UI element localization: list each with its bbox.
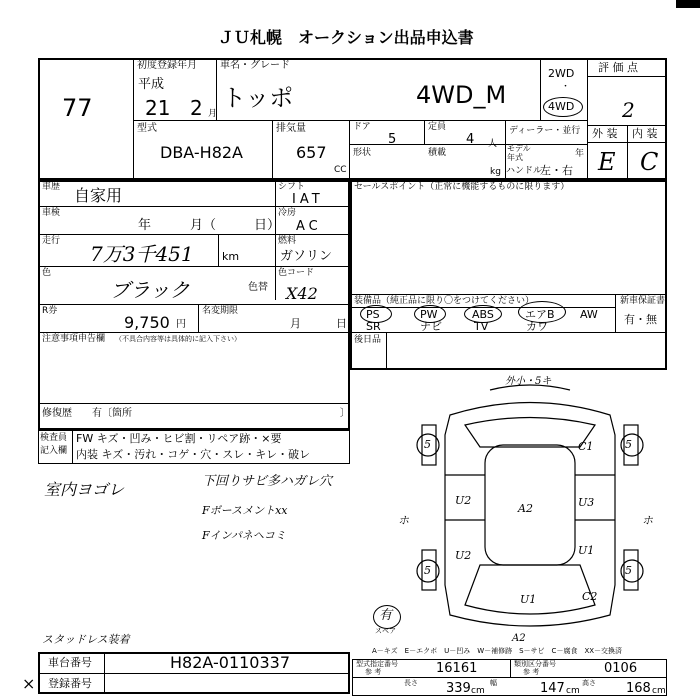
fuel-value: ガソリン [280, 249, 333, 264]
capacity-label: 定員 [428, 122, 447, 132]
handle-value: 左・右 [540, 164, 573, 177]
recycle-value: 9,750 [124, 313, 170, 332]
color-label: 色 [42, 268, 52, 278]
model-year-label: モデル年式 [507, 144, 531, 162]
hand-note2: Fボースメントxx [202, 504, 288, 517]
mark-left-side: ホ [398, 514, 409, 527]
shape-label: 形状 [353, 148, 372, 158]
class-no-label: 類別区分番号 [514, 660, 556, 668]
load-unit: kg [490, 167, 501, 177]
mark-roof: A2 [518, 502, 533, 515]
equip-leather: カワ [526, 320, 548, 333]
hand-interior-dirt: 室内ヨゴレ [44, 480, 125, 499]
length-value: 339 [446, 681, 471, 696]
sales-point-label: セールスポイント（正常に機能するものに限ります） [354, 182, 570, 192]
first-reg-month-unit: 月 [208, 109, 218, 119]
shaken-label: 車検 [42, 208, 61, 218]
guarantee-value: 有・無 [624, 313, 657, 326]
repair-close: 〕 [340, 408, 350, 419]
class-no-value: 0106 [604, 661, 638, 676]
capacity-unit: 人 [488, 139, 498, 149]
interior-label: 内 装 [632, 127, 658, 140]
inspector-label1: 検査員 [40, 433, 68, 443]
circle-abs [464, 305, 502, 323]
car-name-label: 車名・グレード [220, 60, 290, 71]
notes-label: 注意事項申告欄 [42, 334, 106, 344]
spare-label: スペア [375, 627, 396, 635]
car-grade: 4WD_M [416, 81, 507, 109]
drive-4wd: 4WD [548, 100, 575, 113]
rating-value: 2 [622, 98, 635, 122]
mark-right-door: U3 [578, 496, 595, 509]
shaken-year-unit: 年 [138, 218, 152, 233]
height-unit: cm [652, 686, 666, 696]
right-info-block [350, 180, 667, 370]
color-change-label: 色替 [248, 282, 268, 293]
diagram-top-note: 外小・5キ [505, 376, 552, 387]
first-reg-label: 初度登録年月 [137, 60, 197, 71]
mark-front-left-tire: 5 [424, 438, 431, 451]
class-no-sub: 参 考 [523, 668, 540, 676]
width-value: 147 [540, 681, 565, 696]
circle-ps [360, 305, 392, 323]
color-value: ブラック [110, 278, 190, 302]
displacement-value: 657 [296, 143, 327, 162]
inspector-row1: FW キズ・凹み・ヒビ割・リペア跡・×要 [76, 432, 282, 445]
first-reg-year: 21 [145, 96, 171, 120]
model-label: 型式 [137, 123, 157, 134]
height-label: 高さ [582, 679, 596, 687]
shift-label: シフト [278, 182, 306, 192]
displacement-label: 排気量 [276, 123, 306, 134]
lot-number: 77 [62, 94, 93, 122]
equip-ps: PS [366, 308, 380, 321]
history-value: 自家用 [74, 186, 123, 205]
type-no-value: 16161 [436, 661, 478, 676]
guarantee-label: 新車保証書 [620, 296, 666, 306]
equip-abs: ABS [472, 308, 494, 321]
width-unit: cm [566, 686, 580, 696]
type-no-label: 型式指定番号 [356, 660, 398, 668]
repair-value: 有〔箇所 [92, 408, 132, 419]
mark-right-rear-door: U1 [578, 544, 595, 557]
mark-front-right-fender: C1 [578, 440, 594, 453]
repair-label: 修復歴 [42, 408, 72, 419]
circle-airbag [518, 301, 566, 323]
chassis-label: 車台番号 [48, 656, 92, 669]
equip-aw: AW [580, 308, 598, 321]
mileage-unit: km [222, 250, 240, 263]
color-code-label: 色コード [278, 268, 315, 278]
history-label: 車歴 [42, 182, 61, 192]
mark-rear-right: C2 [582, 590, 598, 603]
recycle-label: R券 [42, 306, 58, 316]
mileage-value: 7万3千451 [90, 242, 194, 266]
mark-rear-left-tire: 5 [424, 564, 431, 577]
equip-airbag: エアB [525, 308, 555, 321]
shift-value: IAT [292, 192, 324, 207]
equip-navi: ナビ [420, 320, 442, 333]
length-label: 長さ [404, 679, 418, 687]
type-no-sub: 参 考 [365, 668, 382, 676]
mileage-label: 走行 [42, 236, 61, 246]
name-change-day: 日 [336, 317, 347, 330]
circle-pw [414, 305, 446, 323]
mark-left-rear-door: U2 [455, 549, 472, 562]
load-label: 積載 [428, 148, 447, 158]
width-label: 幅 [490, 679, 497, 687]
first-reg-era: 平成 [138, 77, 165, 92]
ac-value: AC [296, 219, 322, 234]
ac-label: 冷房 [278, 208, 297, 218]
drive-2wd: 2WD [548, 67, 575, 80]
registration-label: 登録番号 [48, 677, 92, 690]
mark-right-side: ホ [642, 514, 653, 527]
handle-label: ハンドル [506, 166, 543, 176]
chassis-value: H82A-0110337 [170, 653, 291, 672]
name-change-label: 名変期限 [202, 306, 239, 316]
exterior-label: 外 装 [592, 127, 618, 140]
capacity-value: 4 [466, 132, 475, 147]
shaken-day-unit: 日） [254, 218, 281, 233]
equipment-label: 装備品（純正品に限り〇をつけてください） [354, 296, 535, 306]
mark-front-right-tire: 5 [625, 438, 632, 451]
mark-rear-bumper: A2 [512, 633, 526, 644]
equip-pw: PW [420, 308, 438, 321]
damage-legend: A－キズ E－エクボ U－凹み W－補修跡 S－サビ C－腐食 XX－交換済 [372, 647, 623, 655]
doors-label: ドア [353, 122, 371, 132]
name-change-month: 月 [290, 317, 301, 330]
registration-mark: × [22, 674, 36, 693]
height-value: 168 [626, 681, 651, 696]
mark-rear-right-tire: 5 [625, 564, 632, 577]
hand-studless: スタッドレス装着 [42, 633, 130, 646]
inspector-label2: 記入欄 [40, 446, 68, 456]
year-unit: 年 [575, 149, 585, 159]
recycle-unit: 円 [176, 319, 186, 330]
form-title: ＪＵ札幌 オークション出品申込書 [218, 28, 474, 47]
rating-label: 評 価 点 [598, 61, 638, 74]
after-items-label: 後日品 [354, 335, 382, 345]
equip-tv: TV [474, 320, 489, 333]
mark-left-door: U2 [455, 494, 472, 507]
model-value: DBA-H82A [160, 143, 243, 162]
interior-grade: C [640, 148, 659, 176]
shaken-month-unit: 月（ [190, 218, 217, 233]
hand-note1: 下回りサビ多ハガレ穴 [202, 474, 333, 489]
fuel-label: 燃料 [278, 236, 297, 246]
displacement-unit: CC [334, 165, 347, 175]
car-name: トッポ [222, 84, 294, 112]
doors-value: 5 [388, 132, 397, 147]
exterior-grade: E [598, 148, 616, 176]
equip-sr: SR [366, 320, 381, 333]
dealer-label: ディーラー・並行 [509, 126, 581, 136]
corner-mark [676, 0, 700, 8]
spare-value: 有 [379, 608, 393, 623]
inspector-row2: 内装 キズ・汚れ・コゲ・穴・スレ・キレ・破レ [76, 448, 311, 461]
hand-note3: Fインパネヘコミ [202, 529, 286, 542]
mark-rear-hatch: U1 [520, 593, 537, 606]
first-reg-month: 2 [190, 96, 203, 120]
length-unit: cm [471, 686, 485, 696]
notes-sub: （不具合内容等は具体的に記入下さい） [115, 335, 241, 343]
color-code-value: X42 [286, 284, 318, 303]
